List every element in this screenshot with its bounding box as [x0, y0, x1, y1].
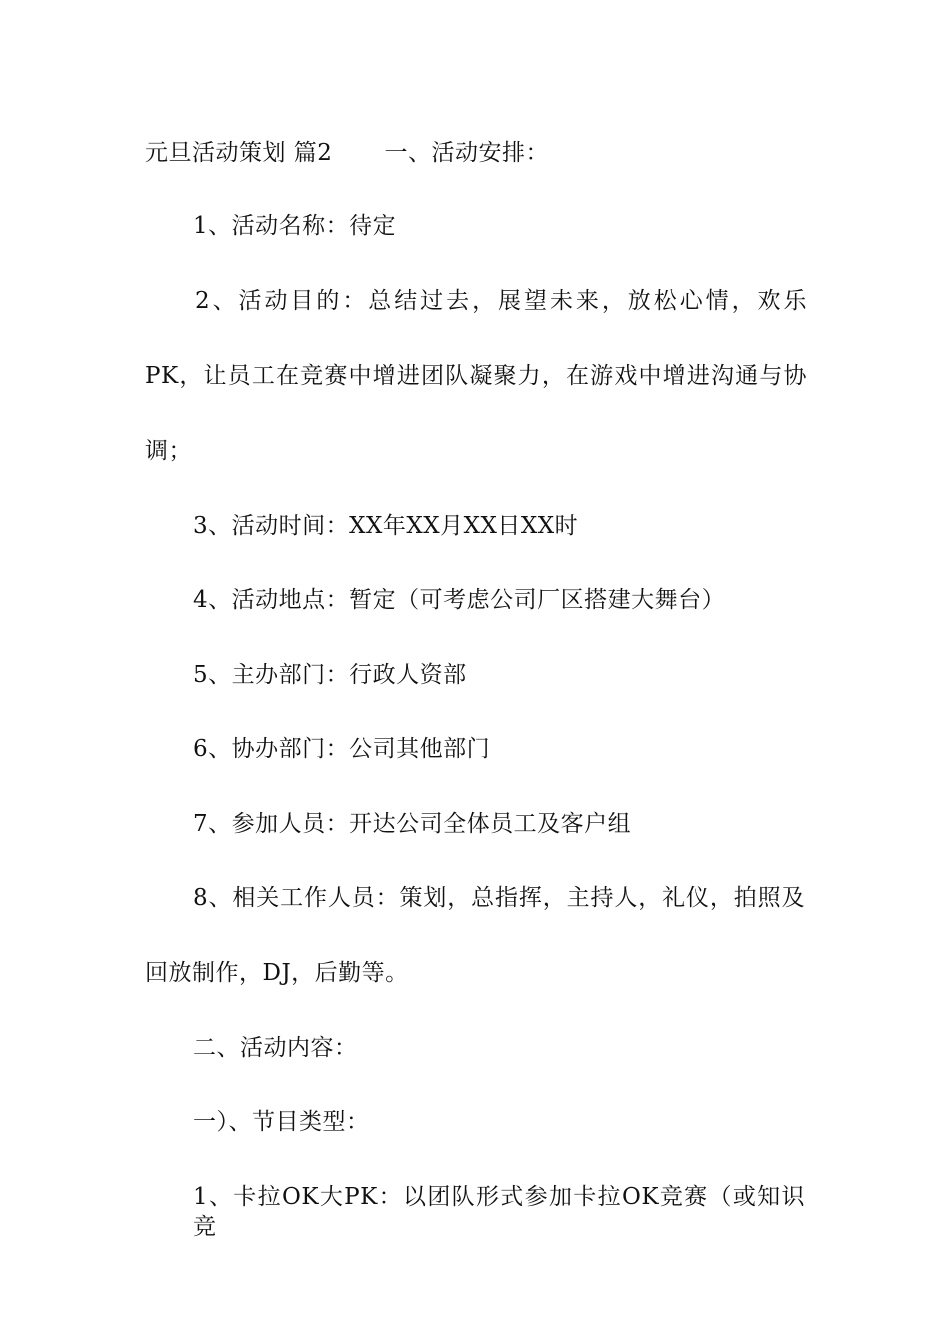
paragraph-line: 7、参加人员：开达公司全体员工及客户组 [193, 811, 632, 837]
paragraph-line: 回放制作，DJ，后勤等。 [145, 960, 409, 986]
paragraph-line: 1、活动名称：待定 [193, 213, 397, 239]
paragraph-line: 1、卡拉OK大PK：以团队形式参加卡拉OK竞赛（或知识竞 [193, 1184, 805, 1240]
paragraph-line: PK，让员工在竞赛中增进团队凝聚力，在游戏中增进沟通与协 [145, 363, 807, 389]
paragraph-line: 调； [145, 438, 192, 464]
document-title: 元旦活动策划 篇2 [145, 140, 333, 166]
title-line [145, 138, 549, 168]
subsection-heading: 一）、节目类型： [193, 1109, 370, 1135]
paragraph-line: 2、活动目的：总结过去，展望未来，放松心情，欢乐 [195, 288, 807, 314]
paragraph-line: 8、相关工作人员：策划，总指挥，主持人，礼仪，拍照及 [193, 885, 805, 911]
paragraph-line: 4、活动地点：暂定（可考虑公司厂区搭建大舞台） [193, 587, 726, 613]
paragraph-line: 6、协办部门：公司其他部门 [193, 736, 491, 762]
section-heading-arrangement: 一、活动安排： [384, 140, 549, 166]
section-heading-content: 二、活动内容： [193, 1035, 358, 1061]
paragraph-line: 3、活动时间：XX年XX月XX日XX时 [193, 513, 579, 539]
paragraph-line: 5、主办部门：行政人资部 [193, 662, 467, 688]
